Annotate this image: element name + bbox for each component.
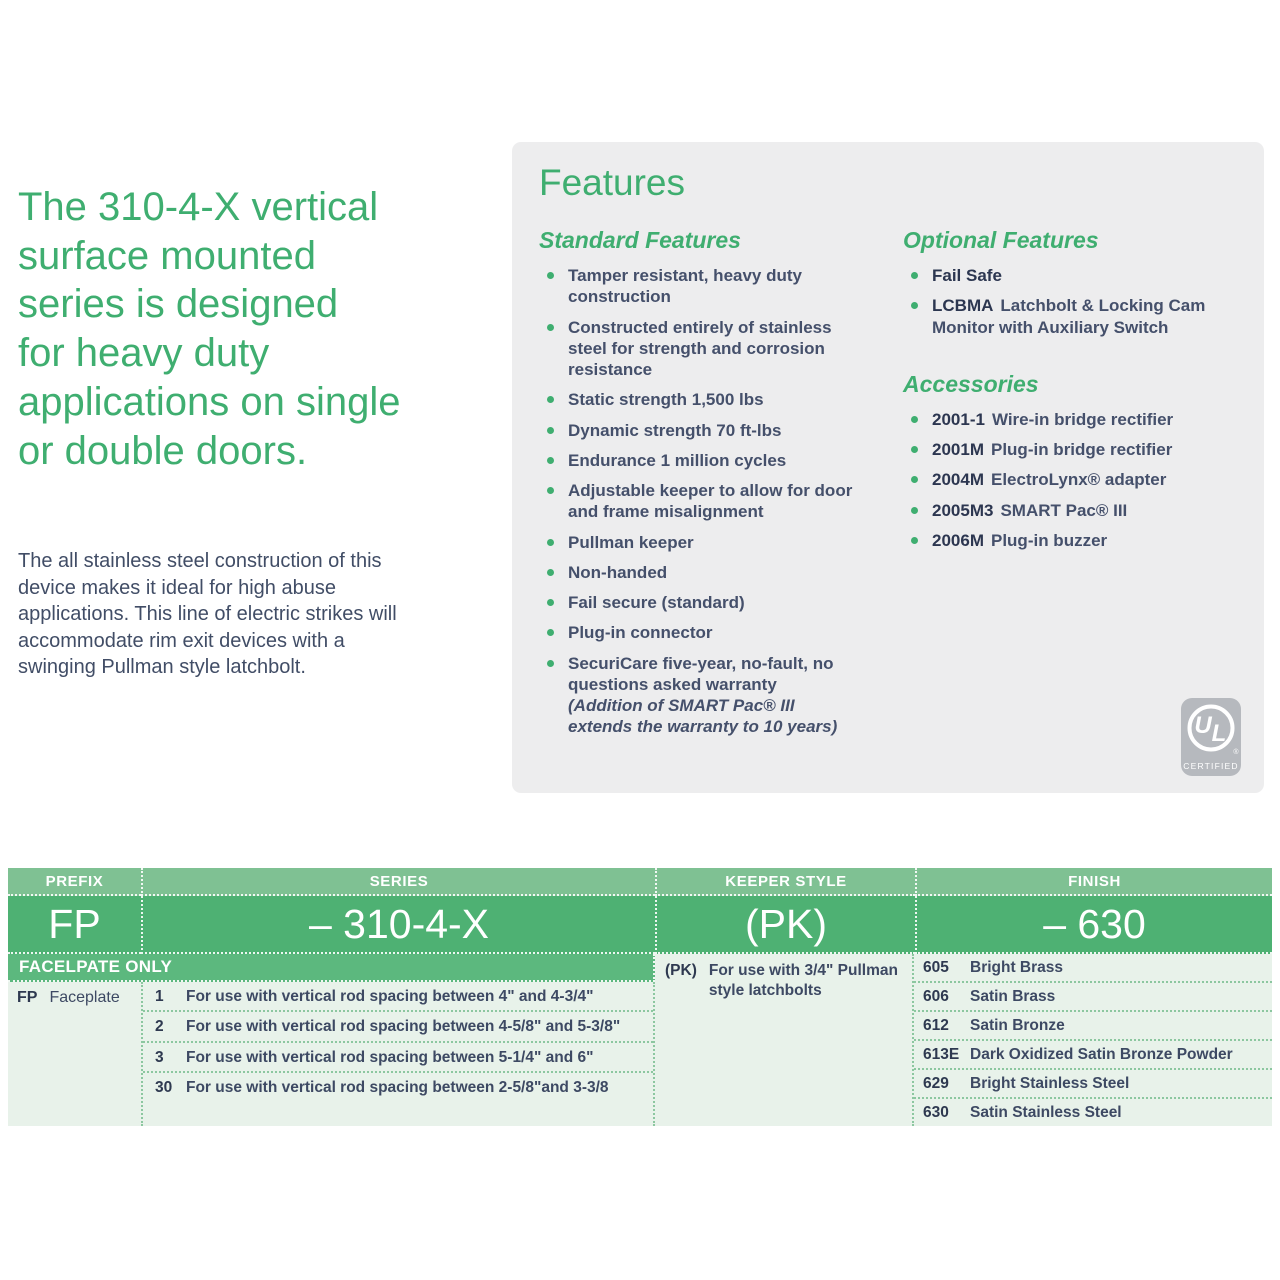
keeper-style-code: (PK) — [655, 896, 915, 954]
finish-option-label: Satin Brass — [970, 987, 1056, 1005]
prefix-option-label: Faceplate — [49, 989, 120, 1006]
ordering-table-body — [8, 954, 1272, 1126]
finish-option-code: 613E — [923, 1045, 960, 1063]
bullet-icon — [547, 599, 554, 606]
list-item — [903, 265, 1247, 286]
list-item — [539, 562, 861, 583]
keeper-option-code: (PK) — [665, 962, 697, 979]
ordering-table — [8, 868, 1272, 1126]
optional-features-list — [903, 265, 1247, 347]
list-item-text: Pullman keeper — [568, 532, 694, 552]
list-item — [539, 653, 861, 738]
series-option-code: 2 — [155, 1018, 164, 1036]
list-item — [903, 469, 1247, 490]
finish-option-label: Satin Stainless Steel — [970, 1103, 1122, 1121]
series-option-text: For use with vertical rod spacing between 4" and 4-3/4" — [186, 988, 594, 1005]
finish-option-label: Bright Stainless Steel — [970, 1074, 1130, 1092]
optional-features-heading: Optional Features — [903, 227, 1099, 253]
finish-option-label: Satin Bronze — [970, 1016, 1065, 1034]
bullet-icon — [911, 537, 918, 544]
finish-option-label: Bright Brass — [970, 958, 1064, 976]
list-item — [539, 450, 861, 471]
table-row — [143, 1012, 653, 1042]
list-item-text: Non-handed — [568, 562, 668, 582]
accessories-list — [903, 409, 1247, 560]
features-title: Features — [539, 162, 686, 203]
series-option-code: 1 — [155, 988, 164, 1005]
faceplate-only-band: FACELPATE ONLY — [8, 954, 655, 982]
finish-option-code: 630 — [923, 1103, 949, 1121]
bullet-icon — [547, 629, 554, 636]
bullet-icon — [547, 457, 554, 464]
intro-paragraph: The all stainless steel construction of this device makes it ideal for high abuse applications. This line of electric strikes will accommodate rim exit devices with a swinging Pullman style latchbolt. — [18, 550, 397, 679]
accessories-heading: Accessories — [903, 370, 1039, 397]
finish-option-code: 629 — [923, 1074, 949, 1092]
list-item — [539, 532, 861, 553]
list-item-text: 2005M3 SMART Pac® III — [932, 500, 1128, 520]
bullet-icon — [547, 569, 554, 576]
list-item — [903, 500, 1247, 521]
list-item-text: 2004M ElectroLynx® adapter — [932, 470, 1167, 490]
list-item — [539, 265, 861, 308]
svg-text:®: ® — [1233, 749, 1239, 756]
table-row — [914, 1012, 1272, 1041]
series-option-text: For use with vertical rod spacing between 2-5/8"and 3-3/8 — [186, 1079, 609, 1097]
bullet-icon — [547, 539, 554, 546]
list-item — [539, 592, 861, 613]
ordering-table-header-row — [8, 868, 1272, 896]
series-code: – 310-4-X — [141, 896, 655, 954]
features-panel — [512, 142, 1264, 793]
bullet-icon — [547, 660, 554, 667]
list-item-text: Constructed entirely of stainless steel for strength and corrosion resistance — [568, 317, 832, 379]
table-row — [914, 1041, 1272, 1070]
list-item — [539, 317, 861, 381]
list-item-text: 2001M Plug-in bridge rectifier — [932, 440, 1173, 459]
table-row — [143, 1073, 653, 1101]
list-item — [539, 389, 861, 410]
prefix-series-section — [8, 954, 655, 1126]
standard-features-list — [539, 265, 861, 747]
bullet-icon — [547, 396, 554, 403]
finish-option-code: 606 — [923, 987, 949, 1005]
bullet-icon — [547, 427, 554, 434]
list-item-text: Static strength 1,500 lbs — [568, 390, 764, 410]
keeper-option-text: For use with 3/4" Pullman style latchbolts — [708, 962, 898, 1000]
column-header-series: SERIES — [141, 868, 655, 896]
standard-features-column — [539, 227, 861, 747]
finish-options-list — [914, 954, 1272, 1126]
list-item-text: Fail Safe — [932, 266, 1002, 285]
list-item-text: LCBMA Latchbolt & Locking Cam Monitor with Auxiliary Switch — [932, 296, 1206, 337]
ul-certified-icon — [1180, 697, 1242, 777]
bullet-icon — [911, 476, 918, 483]
prefix-option-code: FP — [17, 989, 38, 1006]
list-item-text: Plug-in connector — [568, 623, 713, 643]
series-option-text: For use with vertical rod spacing between 4-5/8" and 5-3/8" — [186, 1018, 621, 1036]
bullet-icon — [547, 324, 554, 331]
svg-text:U: U — [1194, 712, 1212, 739]
list-item-text: Tamper resistant, heavy duty construction — [568, 266, 802, 307]
bullet-icon — [911, 416, 918, 423]
features-columns — [539, 227, 1247, 747]
bullet-icon — [911, 507, 918, 514]
finish-option-code: 605 — [923, 958, 949, 976]
table-row — [914, 1070, 1272, 1099]
series-option-text: For use with vertical rod spacing between 5-1/4" and 6" — [186, 1048, 594, 1066]
list-item-text: Adjustable keeper to allow for door and frame misalignment — [568, 481, 853, 522]
series-option-code: 30 — [155, 1079, 173, 1097]
list-item-text: SecuriCare five-year, no-fault, no questions asked warranty (Addition of SMART Pac® III extends the warranty to 10 years) — [568, 653, 838, 737]
list-item — [539, 420, 861, 441]
bullet-icon — [911, 302, 918, 309]
table-row — [143, 982, 653, 1012]
list-item — [903, 295, 1247, 338]
finish-option-label: Dark Oxidized Satin Bronze Powder — [970, 1045, 1233, 1063]
table-row — [914, 1099, 1272, 1126]
series-option-code: 3 — [155, 1048, 164, 1066]
finish-option-code: 612 — [923, 1016, 949, 1034]
prefix-series-body — [8, 982, 655, 1126]
list-item — [539, 622, 861, 643]
standard-features-heading: Standard Features — [539, 227, 741, 253]
bullet-icon — [911, 272, 918, 279]
table-row — [914, 954, 1272, 983]
list-item — [903, 530, 1247, 551]
table-row — [914, 983, 1272, 1012]
list-item-text: Endurance 1 million cycles — [568, 450, 787, 470]
finish-code: – 630 — [915, 896, 1272, 954]
list-item — [903, 409, 1247, 430]
svg-text:L: L — [1211, 720, 1227, 747]
column-header-prefix: PREFIX — [8, 868, 141, 896]
prefix-code: FP — [8, 896, 141, 954]
optional-features-column — [903, 227, 1247, 747]
svg-text:CERTIFIED: CERTIFIED — [1183, 761, 1239, 771]
prefix-option-cell — [8, 982, 141, 1126]
list-item — [539, 480, 861, 523]
column-header-finish: FINISH — [915, 868, 1272, 896]
ordering-code-row — [8, 896, 1272, 954]
bullet-icon — [547, 272, 554, 279]
table-row — [143, 1043, 653, 1073]
list-item-text: Dynamic strength 70 ft-lbs — [568, 420, 782, 440]
column-header-keeper-style: KEEPER STYLE — [655, 868, 915, 896]
intro-heading: The 310-4-X vertical surface mounted series is designed for heavy duty applications on single or double doors. — [18, 184, 401, 473]
bullet-icon — [547, 487, 554, 494]
list-item-text: 2006M Plug-in buzzer — [932, 530, 1108, 550]
list-item — [903, 439, 1247, 460]
bullet-icon — [911, 446, 918, 453]
keeper-style-cell — [655, 954, 914, 1126]
series-options-list — [141, 982, 655, 1126]
list-item-text: Fail secure (standard) — [568, 593, 745, 612]
list-item-text: 2001-1 Wire-in bridge rectifier — [932, 409, 1174, 429]
